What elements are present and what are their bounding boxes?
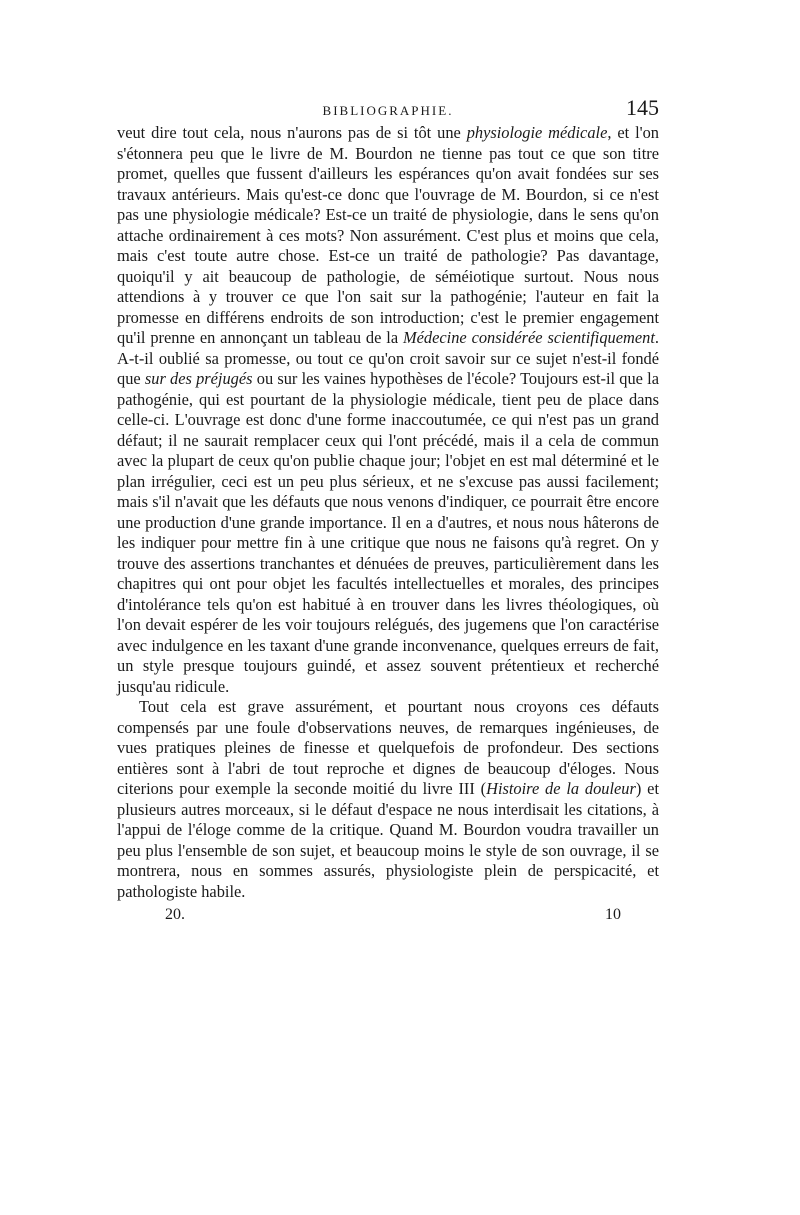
text-run: veut dire tout cela, nous n'aurons pas de si tôt une	[117, 123, 467, 142]
text-run: . A-t-il oublié sa promesse, ou tout ce qu'on croit savoir sur ce sujet n'est-il fondé que	[117, 328, 660, 388]
gathering-number: 10	[605, 906, 621, 923]
signature-line	[117, 904, 659, 928]
paragraph	[117, 697, 659, 902]
signature-mark: 20.	[165, 906, 185, 923]
text-run: Tout cela est grave assurément, et pourtant nous croyons ces défauts compensés par une foule d'observations neuves, de remarques ingénieuses, de vues pratiques pleines de finesse et quelquefois de profondeur. Des sections entières sont à l'abri de tout reproche et dignes de beaucoup d'éloges. Nous citerions pour exemple la seconde moitié du livre III (	[117, 697, 659, 798]
italic-run: sur des préjugés	[144, 369, 253, 388]
running-head	[117, 95, 659, 123]
italic-run: Médecine considérée scientifiquement	[403, 328, 655, 347]
italic-run: physiologie médicale	[466, 123, 608, 142]
page-number: 145	[626, 95, 659, 120]
text-run: ou sur les vaines hypothèses de l'école? Toujours est-il que la pathogénie, qui est pourtant de la physiologie médicale, tient peu de place dans celle-ci. L'ouvrage est donc d'une forme inaccoutumée, ce qui n'est pas un grand défaut; il ne saurait remplacer ceux qui l'ont précédé, mais il a cela de commun avec la plupart de ceux qu'on publie chaque jour; l'objet en est mal déterminé et le plan irrégulier, ceci est un peu plus sérieux, et ne s'excuse pas aussi facilement; mais s'il n'avait que les défauts que nous venons d'indiquer, ce pourrait être encore une production d'une grande importance. Il en a d'autres, et nous nous hâterons de les indiquer pour mettre fin à une critique que nous ne faisons qu'à regret. On y trouve des assertions tranchantes et dénuées de preuves, particulièrement dans les chapitres qui ont pour objet les facultés intellectuelles et morales, des principes d'intolérance tels qu'on est habitué à en trouver dans les livres théologiques, où l'on devait espérer de les voir toujours relégués, des jugemens que l'on caractérise avec indulgence en les taxant d'une grande inconvenance, quelques erreurs de fait, un style presque toujours guindé, et assez souvent prétentieux et recherché jusqu'au ridicule.	[117, 369, 659, 696]
paragraph	[117, 123, 659, 697]
text-run: ) et plusieurs autres morceaux, si le défaut d'espace ne nous interdisait les citations, à l'appui de l'éloge comme de la critique. Quand M. Bourdon voudra travailler un peu plus l'ensemble de son sujet, et beaucoup moins le style de son ouvrage, il se montrera, nous en sommes assurés, physiologiste plein de perspicacité, et pathologiste habile.	[117, 779, 659, 901]
running-title: BIBLIOGRAPHIE.	[322, 103, 454, 118]
italic-run: Histoire de la douleur	[486, 779, 636, 798]
book-page	[117, 95, 659, 928]
text-run: , et l'on s'étonnera peu que le livre de M. Bourdon ne tienne pas tout ce que son titre promet, quelles que fussent d'ailleurs les espérances qu'on avait fondées sur ses travaux antérieurs. Mais qu'est-ce donc que l'ouvrage de M. Bourdon, si ce n'est pas une physiologie médicale? Est-ce un traité de physiologie, dans le sens qu'on attache ordinairement à ces mots? Non assurément. C'est plus et moins que cela, mais c'est toute autre chose. Est-ce un traité de pathologie? Pas davantage, quoiqu'il y ait beaucoup de pathologie, de séméiotique surtout. Nous nous attendions à y trouver ce que l'on sait sur la pathogénie; l'auteur en fait la promesse en différens endroits de son introduction; c'est le premier engagement qu'il prenne en annonçant un tableau de la	[117, 123, 659, 347]
body-text	[117, 123, 659, 902]
